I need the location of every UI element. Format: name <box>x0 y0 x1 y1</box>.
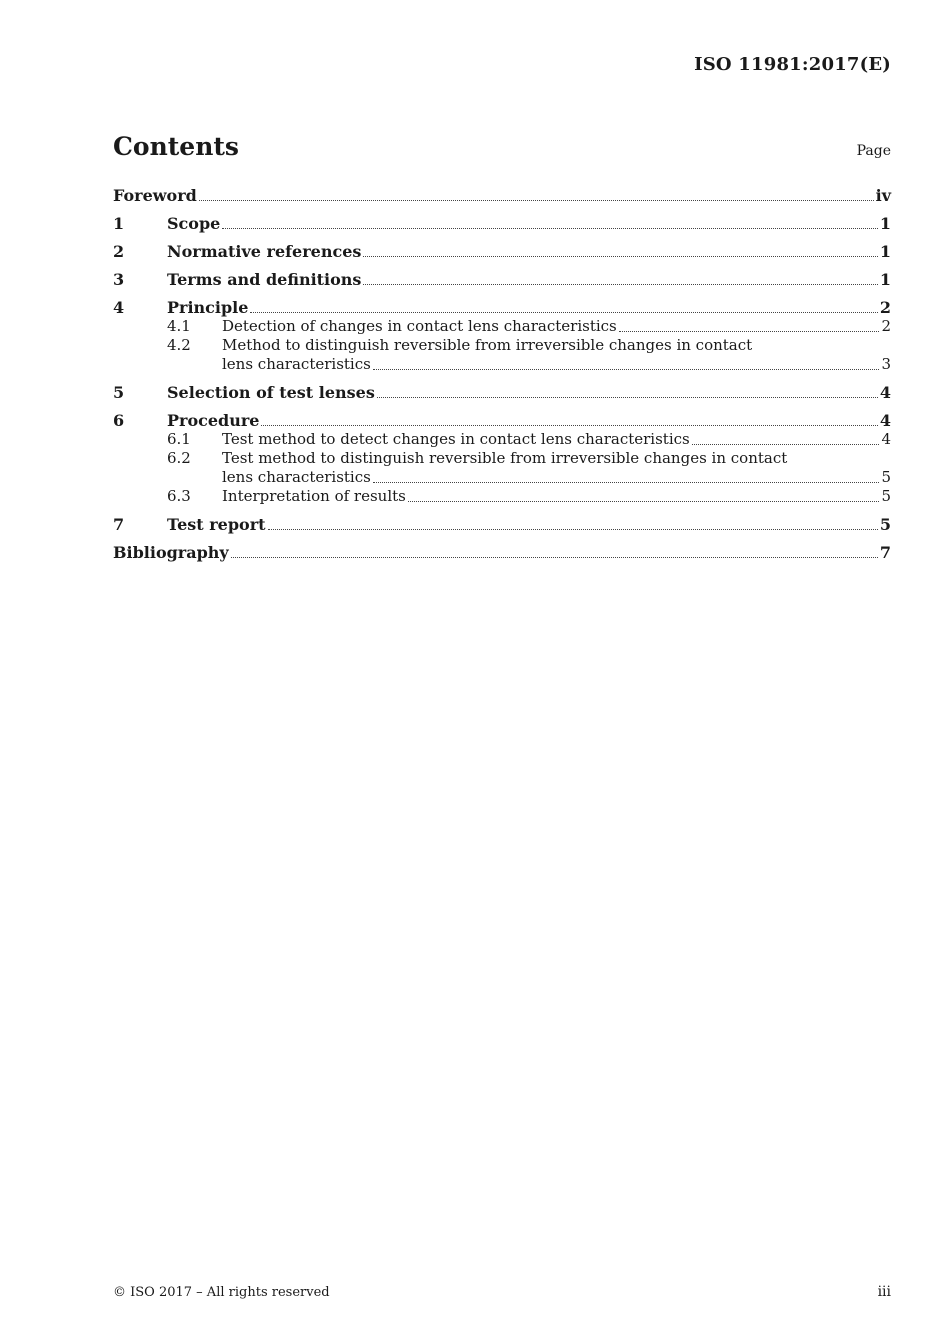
dot-leader <box>692 443 880 445</box>
toc-label-line2: lens characteristics <box>222 355 371 373</box>
toc-entry-bibliography[interactable] <box>113 543 891 562</box>
toc-label: Procedure <box>167 411 260 430</box>
dot-leader <box>222 227 878 229</box>
dot-leader <box>268 528 878 530</box>
toc-label: Bibliography <box>113 543 229 562</box>
toc-page: 4 <box>881 430 891 448</box>
toc-page: 1 <box>879 270 891 289</box>
dot-leader <box>363 255 877 257</box>
page-number: iii <box>877 1284 891 1300</box>
toc-number: 6.3 <box>167 487 191 505</box>
toc-number: 4.1 <box>167 317 191 335</box>
toc-entry-4-2-continued[interactable] <box>113 355 891 374</box>
page-column-label: Page <box>856 143 891 159</box>
toc-page: 1 <box>879 214 891 233</box>
toc-label: Test report <box>167 515 266 534</box>
toc-number: 2 <box>113 242 125 261</box>
toc-number: 6.1 <box>167 430 191 448</box>
dot-leader <box>373 481 880 483</box>
toc-label: Normative references <box>167 242 362 261</box>
toc-page: 7 <box>879 543 891 562</box>
toc-page: 1 <box>879 242 891 261</box>
toc-entry-scope[interactable] <box>113 214 891 233</box>
toc-number: 1 <box>113 214 125 233</box>
dot-leader <box>377 396 878 398</box>
toc-label: Principle <box>167 298 249 317</box>
page-footer <box>113 1284 891 1300</box>
toc-entry-procedure[interactable] <box>113 411 891 430</box>
toc-label: Interpretation of results <box>222 487 406 505</box>
toc-entry-terms-and-definitions[interactable] <box>113 270 891 289</box>
toc-entry-6-2-continued[interactable] <box>113 468 891 487</box>
dot-leader <box>199 199 874 201</box>
toc-number: 5 <box>113 383 125 402</box>
toc-label: Foreword <box>113 186 197 205</box>
toc-page: 3 <box>881 355 891 373</box>
toc-entry-4-2[interactable] <box>113 336 891 355</box>
toc-entry-6-3[interactable] <box>113 487 891 506</box>
toc-entry-normative-references[interactable] <box>113 242 891 261</box>
toc-page: 4 <box>879 383 891 402</box>
toc-number: 4.2 <box>167 336 191 354</box>
toc-label: Test method to detect changes in contact lens characteristics <box>222 430 690 448</box>
toc-entry-foreword[interactable] <box>113 186 891 205</box>
toc-entry-selection-of-test-lenses[interactable] <box>113 383 891 402</box>
dot-leader <box>363 283 877 285</box>
toc-page: 2 <box>879 298 891 317</box>
toc-number: 6.2 <box>167 449 191 467</box>
toc-number: 7 <box>113 515 125 534</box>
toc-page: 4 <box>879 411 891 430</box>
toc-label: Selection of test lenses <box>167 383 375 402</box>
toc-entry-principle[interactable] <box>113 298 891 317</box>
toc-page: 5 <box>879 515 891 534</box>
toc-label: Terms and definitions <box>167 270 362 289</box>
toc-label: Detection of changes in contact lens characteristics <box>222 317 617 335</box>
toc-number: 3 <box>113 270 125 289</box>
toc-entry-6-2[interactable] <box>113 449 891 468</box>
toc-page: 5 <box>881 468 891 486</box>
toc-label-line2: lens characteristics <box>222 468 371 486</box>
table-of-contents <box>113 184 891 562</box>
dot-leader <box>373 368 880 370</box>
toc-entry-test-report[interactable] <box>113 515 891 534</box>
toc-page: 2 <box>881 317 891 335</box>
toc-page: iv <box>875 186 891 205</box>
dot-leader <box>619 330 880 332</box>
dot-leader <box>250 311 877 313</box>
dot-leader <box>261 424 877 426</box>
contents-title: Contents <box>113 132 240 161</box>
dot-leader <box>408 500 880 502</box>
toc-page: 5 <box>881 487 891 505</box>
toc-label: Scope <box>167 214 221 233</box>
toc-label-line1: Method to distinguish reversible from irreversible changes in contact <box>222 336 753 354</box>
toc-entry-4-1[interactable] <box>113 317 891 336</box>
contents-header <box>113 132 891 162</box>
dot-leader <box>231 556 878 558</box>
copyright-notice: © ISO 2017 – All rights reserved <box>113 1285 330 1300</box>
document-identifier: ISO 11981:2017(E) <box>694 54 891 75</box>
toc-label-line1: Test method to distinguish reversible from irreversible changes in contact <box>222 449 788 467</box>
toc-number: 4 <box>113 298 125 317</box>
toc-entry-6-1[interactable] <box>113 430 891 449</box>
toc-number: 6 <box>113 411 125 430</box>
